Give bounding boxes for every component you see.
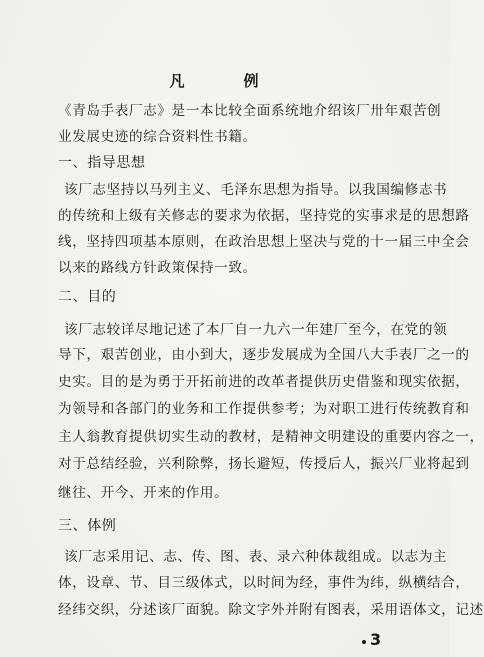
text-line: 该厂志坚持以马列主义、毛泽东思想为指导。以我国编修志书	[64, 182, 448, 198]
section-heading: 一、指导思想	[58, 155, 146, 171]
text-line: 的传统和上级有关修志的要求为依据，坚持党的实事求是的思想路	[58, 208, 470, 224]
text-line: 主人翁教育提供切实生动的教材，是精神文明建设的重要内容之一，	[58, 429, 484, 445]
text-line: 史实。目的是为勇于开拓前进的改革者提供历史借鉴和现实依据，	[58, 374, 470, 390]
text-line: 业发展史迹的综合资料性书籍。	[58, 129, 257, 145]
text-line: 对于总结经验，兴利除弊，扬长避短，传授后人，振兴厂业将起到	[58, 456, 470, 472]
page-number: 3	[370, 630, 382, 649]
text-line: 为领导和各部门的业务和工作提供参考；为对职工进行传统教育和	[58, 401, 470, 417]
text-line: 该厂志较详尽地记述了本厂自一九六一年建厂至今，在党的领	[64, 322, 448, 338]
text-line: 导下，艰苦创业，由小到大，逐步发展成为全国八大手表厂之一的	[58, 347, 470, 363]
text-line: 体，设章、节、目三级体式，以时间为经，事件为纬，纵横结合，	[58, 575, 470, 591]
text-line: 继往、开今、开来的作用。	[58, 485, 229, 501]
text-line: 该厂志采用记、志、传、图、表、录六种体裁组成。以志为主	[64, 549, 448, 565]
page-title: 凡 例	[169, 72, 281, 90]
text-line: 线，坚持四项基本原则，在政治思想上坚决与党的十一届三中全会	[58, 234, 470, 250]
section-heading: 二、目的	[58, 289, 117, 305]
section-heading: 三、体例	[58, 518, 117, 534]
text-line: 以来的路线方针政策保持一致。	[58, 260, 257, 276]
page-mark	[362, 640, 366, 644]
text-line: 《青岛手表厂志》是一本比较全面系统地介绍该厂卅年艰苦创	[58, 103, 442, 119]
text-line: 经纬交织，分述该厂面貌。除文字外并附有图表，采用语体文，记述	[58, 602, 484, 618]
